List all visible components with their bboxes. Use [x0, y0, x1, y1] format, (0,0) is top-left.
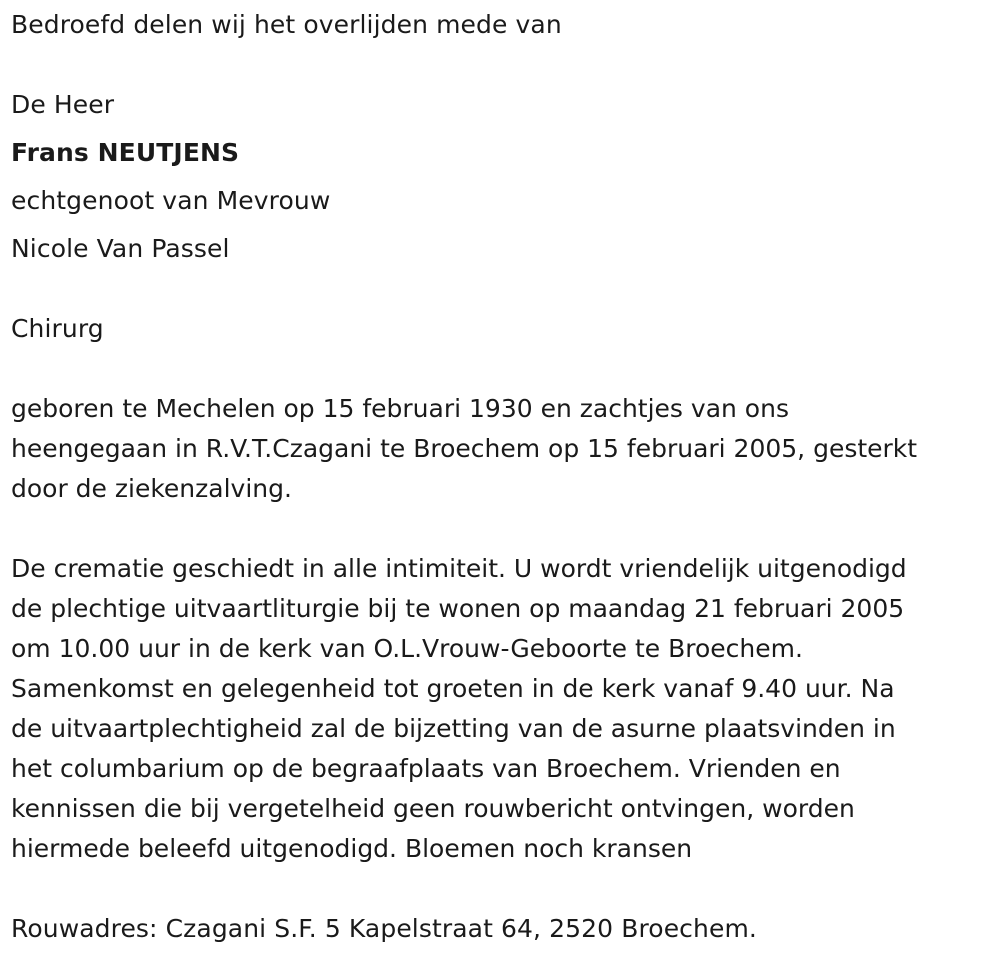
- ceremony-line: Samenkomst en gelegenheid tot groeten in de kerk vanaf 9.40 uur. Na: [11, 674, 895, 703]
- ceremony-line: om 10.00 uur in de kerk van O.L.Vrouw-Geboorte te Broechem.: [11, 634, 803, 663]
- ceremony-line: de uitvaartplechtigheid zal de bijzetting van de asurne plaatsvinden in: [11, 714, 896, 743]
- intro-line: Bedroefd delen wij het overlijden mede van: [11, 10, 562, 39]
- ceremony-paragraph: [11, 549, 991, 869]
- spouse-label: echtgenoot van Mevrouw: [11, 186, 331, 215]
- mourning-address: Rouwadres: Czagani S.F. 5 Kapelstraat 64, 2520 Broechem.: [11, 914, 757, 943]
- ceremony-line: hiermede beleefd uitgenodigd. Bloemen noch kransen: [11, 834, 693, 863]
- birth-death-line: heengegaan in R.V.T.Czagani te Broechem op 15 februari 2005, gesterkt: [11, 434, 918, 463]
- birth-death-paragraph: [11, 389, 991, 509]
- birth-death-line: door de ziekenzalving.: [11, 474, 292, 503]
- deceased-name: Frans NEUTJENS: [11, 138, 240, 167]
- birth-death-line: geboren te Mechelen op 15 februari 1930 en zachtjes van ons: [11, 394, 789, 423]
- ceremony-line: kennissen die bij vergetelheid geen rouwbericht ontvingen, worden: [11, 794, 855, 823]
- profession: Chirurg: [11, 314, 104, 343]
- ceremony-line: De crematie geschiedt in alle intimiteit. U wordt vriendelijk uitgenodigd: [11, 554, 907, 583]
- spouse-name: Nicole Van Passel: [11, 234, 230, 263]
- ceremony-line: de plechtige uitvaartliturgie bij te wonen op maandag 21 februari 2005: [11, 594, 905, 623]
- honorific: De Heer: [11, 90, 115, 119]
- ceremony-line: het columbarium op de begraafplaats van Broechem. Vrienden en: [11, 754, 841, 783]
